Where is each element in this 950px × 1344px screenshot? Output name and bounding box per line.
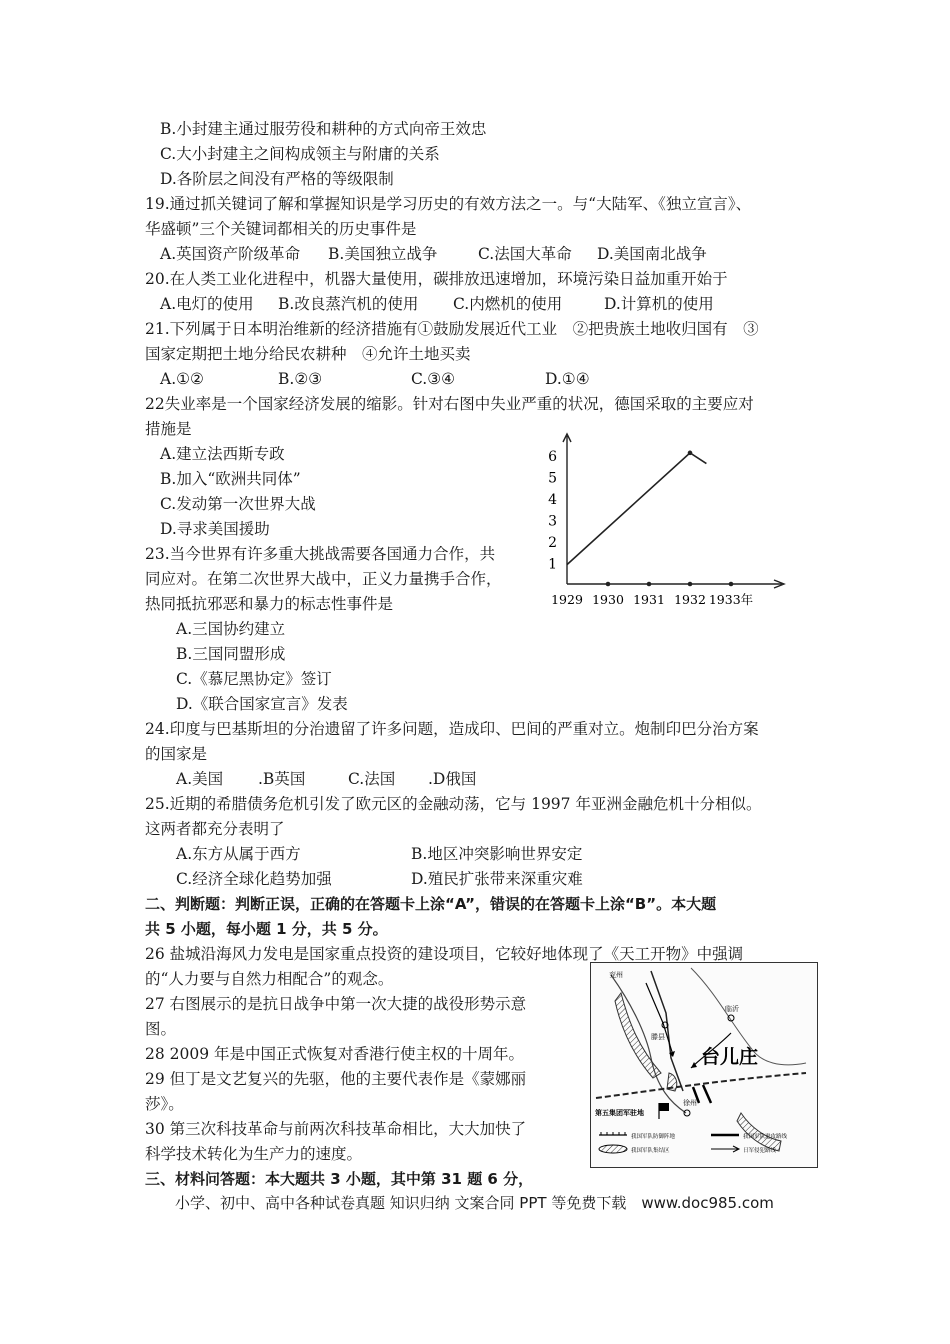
q21-stem-1: 21.下列属于日本明治维新的经济措施有①鼓励发展近代工业 ②把贵族土地收归国有 ③ xyxy=(145,320,759,338)
q19-option-a: A.英国资产阶级革命 xyxy=(160,245,301,263)
q19-stem-1: 19.通过抓关键词了解和掌握知识是学习历史的有效方法之一。与“大陆军、《独立宣言》、 xyxy=(145,195,752,213)
chart-x-tick-dot xyxy=(688,582,693,587)
defense-zone-east xyxy=(737,1113,781,1151)
chinese-route-1 xyxy=(703,1085,711,1103)
legend-assembly: 我国军队集结区 xyxy=(631,1148,670,1154)
q29-line-1: 29 但丁是文艺复兴的先驱，他的主要代表作是《蒙娜丽 xyxy=(145,1070,527,1088)
q22-option-b: B.加入“欧洲共同体” xyxy=(160,470,301,488)
chart-x-tick-label: 1932 xyxy=(674,592,706,607)
chart-x-tick-label: 1933年 xyxy=(708,592,754,607)
q21-stem-2: 国家定期把土地分给民农耕种 ④允许土地买卖 xyxy=(145,345,471,363)
q19-stem-2: 华盛顿”三个关键词都相关的历史事件是 xyxy=(145,220,417,238)
q20-option-a: A.电灯的使用 xyxy=(160,295,254,313)
river-line xyxy=(611,975,686,1113)
chart-x-tick-dot xyxy=(606,582,611,587)
chart-x-tick-label: 1930 xyxy=(592,592,624,607)
chart-y-tick-label: 4 xyxy=(548,492,557,508)
q23-option-b: B.三国同盟形成 xyxy=(176,645,286,663)
q18-option-d: D.各阶层之间没有严格的等级限制 xyxy=(160,170,394,188)
q24-stem-2: 的国家是 xyxy=(145,745,208,763)
place-xuzhou: 徐州 xyxy=(683,1099,697,1107)
q25-option-a: A.东方从属于西方 xyxy=(176,845,301,863)
q26-line-1: 26 盐城沿海风力发电是国家重点投资的建设项目，它较好地体现了《天工开物》中强调 xyxy=(145,945,744,963)
q21-option-c: C.③④ xyxy=(411,370,456,388)
q22-option-a: A.建立法西斯专政 xyxy=(160,445,285,463)
q23-stem-2: 同应对。在第二次世界大战中，正义力量携手合作， xyxy=(145,570,502,588)
q22-stem-1: 22失业率是一个国家经济发展的缩影。针对右图中失业严重的状况，德国采取的主要应对 xyxy=(145,395,754,413)
railway-line xyxy=(596,1073,806,1098)
q25-option-d: D.殖民扩张带来深重灾难 xyxy=(411,870,583,888)
chart-y-tick-label: 1 xyxy=(548,556,557,573)
chart-axes xyxy=(563,434,784,588)
q24-option-b: .B英国 xyxy=(258,770,306,788)
q19-option-b: B.美国独立战争 xyxy=(328,245,438,263)
q22-option-d: D.寻求美国援助 xyxy=(160,520,270,538)
chart-y-tick-label: 2 xyxy=(548,535,557,551)
q26-line-2: 的“人力要与自然力相配合”的观念。 xyxy=(145,970,394,988)
map-title-taierzhuang: 台儿庄 xyxy=(701,1046,759,1068)
chart-data-point xyxy=(688,451,693,456)
legend-japanese: 日军侵犯路线 xyxy=(743,1148,777,1154)
q25-stem-2: 这两者都充分表明了 xyxy=(145,820,285,838)
q25-option-c: C.经济全球化趋势加强 xyxy=(176,870,332,888)
q21-option-d: D.①④ xyxy=(545,370,590,388)
unemployment-chart xyxy=(548,432,790,612)
q18-option-c: C.大小封建主之间构成领主与附庸的关系 xyxy=(160,145,440,163)
legend-defense: 我国军队防御阵地 xyxy=(631,1134,676,1140)
q23-option-a: A.三国协约建立 xyxy=(176,620,286,638)
place-tengxian: 滕县 xyxy=(651,1033,665,1041)
q23-stem-1: 23.当今世界有许多重大挑战需要各国通力合作，共 xyxy=(145,545,496,563)
q24-option-c: C.法国 xyxy=(348,770,396,788)
q24-stem-1: 24.印度与巴基斯坦的分治遗留了许多问题，造成印、巴间的严重对立。炮制印巴分治方案 xyxy=(145,720,759,738)
q20-option-c: C.内燃机的使用 xyxy=(453,295,563,313)
chart-y-tick-label: 6 xyxy=(548,449,557,465)
legend-attack: 我国军队进攻路线 xyxy=(743,1134,788,1140)
q27-line-1: 27 右图展示的是抗日战争中第一次大捷的战役形势示意 xyxy=(145,995,527,1013)
chart-series-line xyxy=(567,453,706,565)
chart-x-tick-label: 1929 xyxy=(551,592,583,607)
q23-option-d: D.《联合国家宣言》发表 xyxy=(176,695,348,713)
q23-stem-3: 热同抵抗邪恶和暴力的标志性事件是 xyxy=(145,595,394,613)
q22-stem-2: 措施是 xyxy=(145,420,192,438)
q23-option-c: C.《慕尼黑协定》签订 xyxy=(176,670,332,688)
q20-option-d: D.计算机的使用 xyxy=(604,295,714,313)
label-fifth-army: 第五集团军驻地 xyxy=(595,1109,644,1117)
chart-y-tick-label: 5 xyxy=(548,470,557,487)
chart-x-tick-dot xyxy=(729,582,734,587)
q28-line-1: 28 2009 年是中国正式恢复对香港行使主权的十周年。 xyxy=(145,1045,525,1063)
section2-heading-2: 共 5 小题，每小题 1 分，共 5 分。 xyxy=(145,920,388,938)
chart-x-tick-dot xyxy=(647,582,652,587)
chart-x-tick-label: 1931 xyxy=(633,592,665,607)
q22-option-c: C.发动第一次世界大战 xyxy=(160,495,316,513)
section3-heading: 三、材料问答题：本大题共 3 小题，其中第 31 题 6 分， xyxy=(145,1170,534,1188)
section2-heading-1: 二、判断题：判断正误，正确的在答题卡上涂“A”，错误的在答题卡上涂“B”。本大题 xyxy=(145,895,717,913)
chart-series xyxy=(567,451,706,565)
q20-option-b: B.改良蒸汽机的使用 xyxy=(278,295,419,313)
q25-option-b: B.地区冲突影响世界安定 xyxy=(411,845,583,863)
battle-map xyxy=(590,962,818,1168)
xuzhou-marker xyxy=(684,1110,690,1116)
q30-line-2: 科学技术转化为生产力的速度。 xyxy=(145,1145,363,1163)
chart-y-tick-label: 3 xyxy=(548,513,557,530)
legend-japanese-symbol xyxy=(711,1146,739,1152)
hq-flag-icon xyxy=(659,1103,669,1111)
q30-line-1: 30 第三次科技革命与前两次科技革命相比，大大加快了 xyxy=(145,1120,527,1138)
q29-line-2: 莎》。 xyxy=(145,1095,184,1113)
place-yanzhou: 兖州 xyxy=(609,971,623,979)
legend-assembly-symbol xyxy=(599,1145,627,1153)
q24-option-a: A.美国 xyxy=(176,770,224,788)
place-linyi: 临沂 xyxy=(725,1005,739,1013)
q18-option-b: B.小封建主通过服劳役和耕种的方式向帝王效忠 xyxy=(160,120,487,138)
q21-option-a: A.①② xyxy=(160,370,204,388)
q27-line-2: 图。 xyxy=(145,1020,177,1038)
q19-option-c: C.法国大革命 xyxy=(478,245,572,263)
q20-stem: 20.在人类工业化进程中，机器大量使用，碳排放迅速增加，环境污染日益加重开始于 xyxy=(145,270,728,288)
q19-option-d: D.美国南北战争 xyxy=(597,245,707,263)
chart-x-ticks xyxy=(551,582,753,607)
q24-option-d: .D俄国 xyxy=(428,770,477,788)
q21-option-b: B.②③ xyxy=(278,370,323,388)
q25-stem-1: 25.近期的希腊债务危机引发了欧元区的金融动荡，它与 1997 年亚洲金融危机十分相似。 xyxy=(145,795,762,813)
chart-y-ticks xyxy=(548,449,557,573)
page-footer: 小学、初中、高中各种试卷真题 知识归纳 文案合同 PPT 等免费下载 www.doc985.com xyxy=(175,1194,774,1212)
